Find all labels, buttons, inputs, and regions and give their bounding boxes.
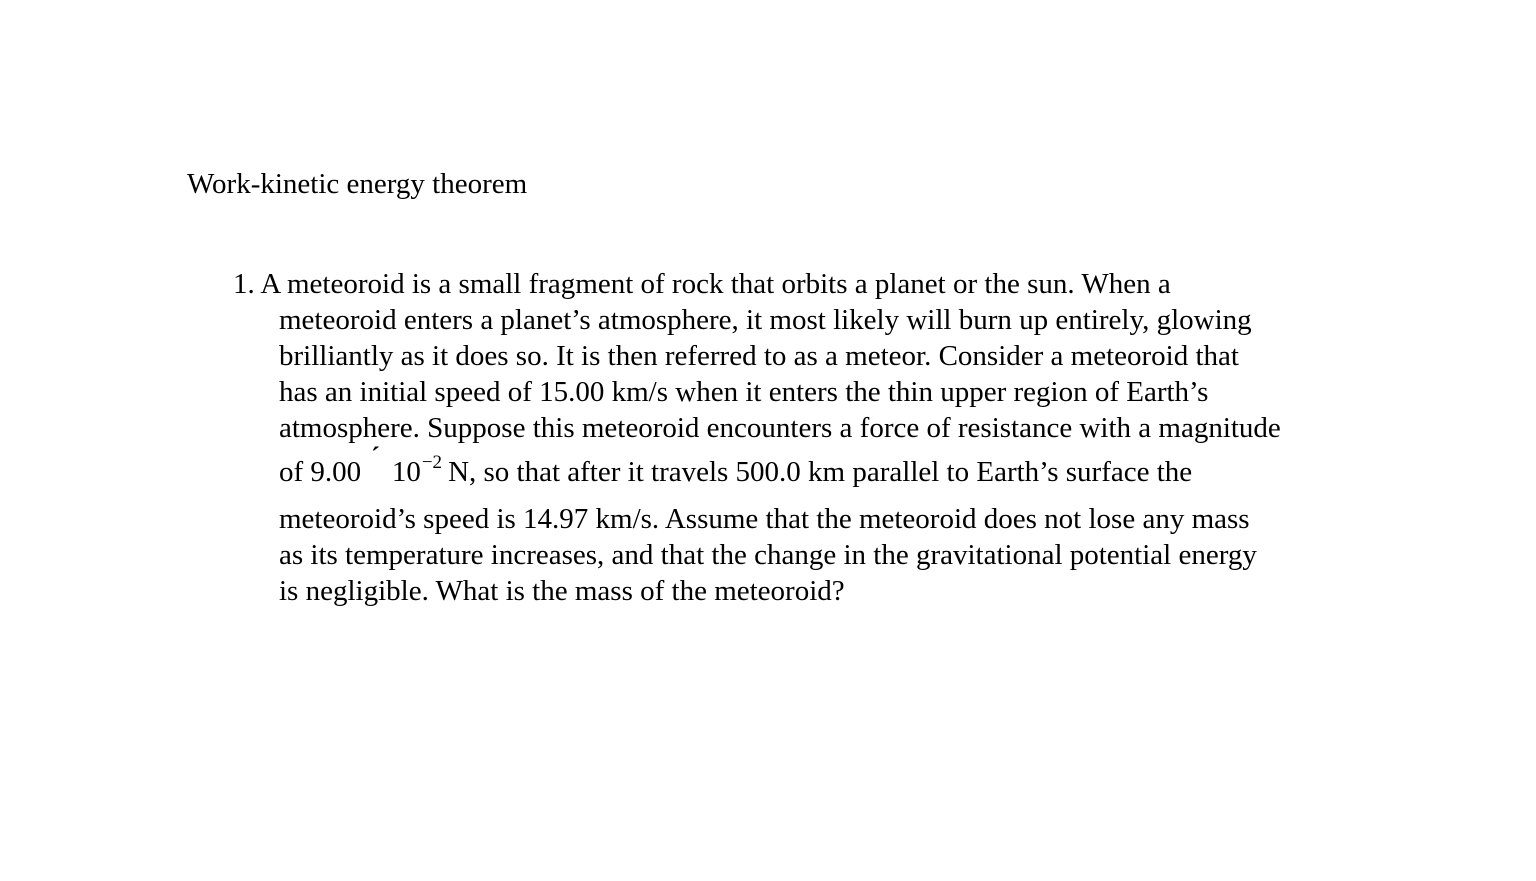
force-coefficient: of 9.00 [279,456,362,488]
page-title: Work-kinetic energy theorem [187,168,528,200]
problem-line-force [279,442,1193,494]
problem-line: has an initial speed of 15.00 km/s when it enters the thin upper region of Earth’s [279,376,1209,408]
force-base: 10 [391,456,421,488]
problem-line: meteoroid enters a planet’s atmosphere, it most likely will burn up entirely, glowing [279,304,1252,336]
problem-line: atmosphere. Suppose this meteoroid encounters a force of resistance with a magnitude [279,412,1281,444]
problem-line: as its temperature increases, and that the change in the gravitational potential energy [279,539,1257,571]
problem-line: brilliantly as it does so. It is then referred to as a meteor. Consider a meteoroid that [279,340,1239,372]
problem-line: 1. A meteoroid is a small fragment of rock that orbits a planet or the sun. When a [233,268,1171,300]
problem-line: meteoroid’s speed is 14.97 km/s. Assume that the meteoroid does not lose any mass [279,503,1250,535]
force-unit-text: N, so that after it travels 500.0 km parallel to Earth’s surface the [448,456,1193,488]
force-exponent: −2 [421,452,443,473]
problem-question: is negligible. What is the mass of the meteoroid? [279,575,845,607]
multiply-glyph: ´ [371,442,380,471]
